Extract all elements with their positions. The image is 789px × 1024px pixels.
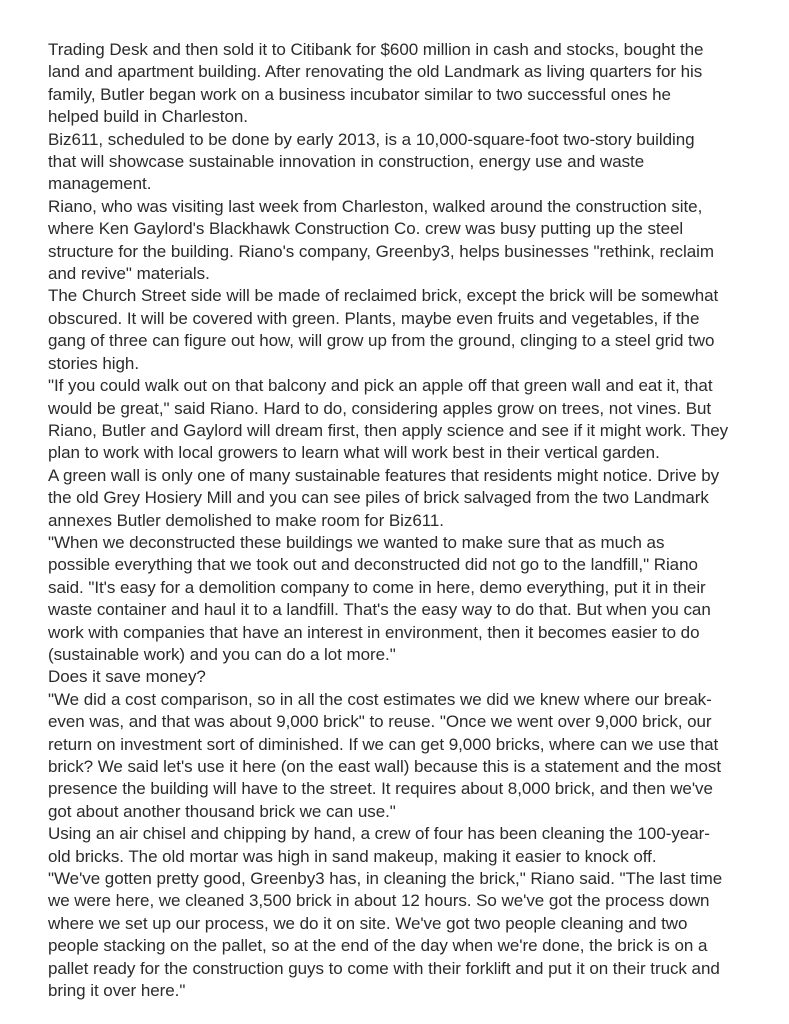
- paragraph-deconstruction-quote: "When we deconstructed these buildings we wanted to make sure that as much as possible everything that we took out and deconstructed did not go to the landfill," Riano said. "It's easy for a demolition company to come in here, demo everything, put it in their waste container and haul it to a landfill. That's the easy way to do that. But when you can work with companies that have an interest in environment, then it becomes easier to do (sustainable work) and you can do a lot more.": [48, 532, 711, 664]
- paragraph-save-money: Does it save money?: [48, 667, 206, 687]
- article-body: [48, 39, 764, 1002]
- paragraph-church-street-wall: The Church Street side will be made of reclaimed brick, except the brick will be somewhat obscured. It will be covered with green. Plants, maybe even fruits and vegetables, if the gang of three can figure out how, will grow up from the ground, clinging to a steel grid two stories high.: [48, 286, 719, 373]
- paragraph-air-chisel: Using an air chisel and chipping by hand, a crew of four has been cleaning the 100-year- old bricks. The old mortar was high in sand makeup, making it easier to knock off.: [48, 824, 710, 866]
- paragraph-cost-comparison: "We did a cost comparison, so in all the cost estimates we did we knew where our break- even was, and that was about 9,000 brick" to reuse. "Once we went over 9,000 brick, our return on investment sort of diminished. If we can get 9,000 bricks, where can we use that brick? We said let's use it here (on the east wall) because this is a statement and the most presence the building will have to the street. It requires about 8,000 brick, and then we've got about another thousand brick we can use.": [48, 689, 722, 821]
- paragraph-riano-visit: Riano, who was visiting last week from Charleston, walked around the construction site, where Ken Gaylord's Blackhawk Construction Co. crew was busy putting up the steel structure for the building. Riano's company, Greenby3, helps businesses "rethink, reclaim and revive" materials.: [48, 196, 714, 284]
- paragraph-green-wall: A green wall is only one of many sustainable features that residents might notice. Drive by the old Grey Hosiery Mill and you can see piles of brick salvaged from the two Landmark annexes Butler demolished to make room for Biz611.: [48, 465, 720, 530]
- paragraph-citibank-sale: Trading Desk and then sold it to Citibank for $600 million in cash and stocks, bought the land and apartment building. After renovating the old Landmark as living quarters for his family, Butler began work on a business incubator similar to two successful ones he helped build in Charleston.: [48, 40, 704, 127]
- paragraph-apple-quote: "If you could walk out on that balcony and pick an apple off that green wall and eat it, that would be great," said Riano. Hard to do, considering apples grow on trees, not vines. But Riano, Butler and Gaylord will dream first, then apply science and see if it might work. They plan to work with local growers to learn what will work best in their vertical garden.: [48, 376, 729, 463]
- paragraph-cleaning-brick: "We've gotten pretty good, Greenby3 has, in cleaning the brick," Riano said. "The last time we were here, we cleaned 3,500 brick in about 12 hours. So we've got the process down where we set up our process, we do it on site. We've got two people cleaning and two people stacking on the pallet, so at the end of the day when we're done, the brick is on a pallet ready for the construction guys to come with their forklift and put it on their truck and bring it over here.": [48, 869, 723, 1001]
- paragraph-biz611-overview: Biz611, scheduled to be done by early 2013, is a 10,000-square-foot two-story building that will showcase sustainable innovation in construction, energy use and waste management.: [48, 129, 695, 194]
